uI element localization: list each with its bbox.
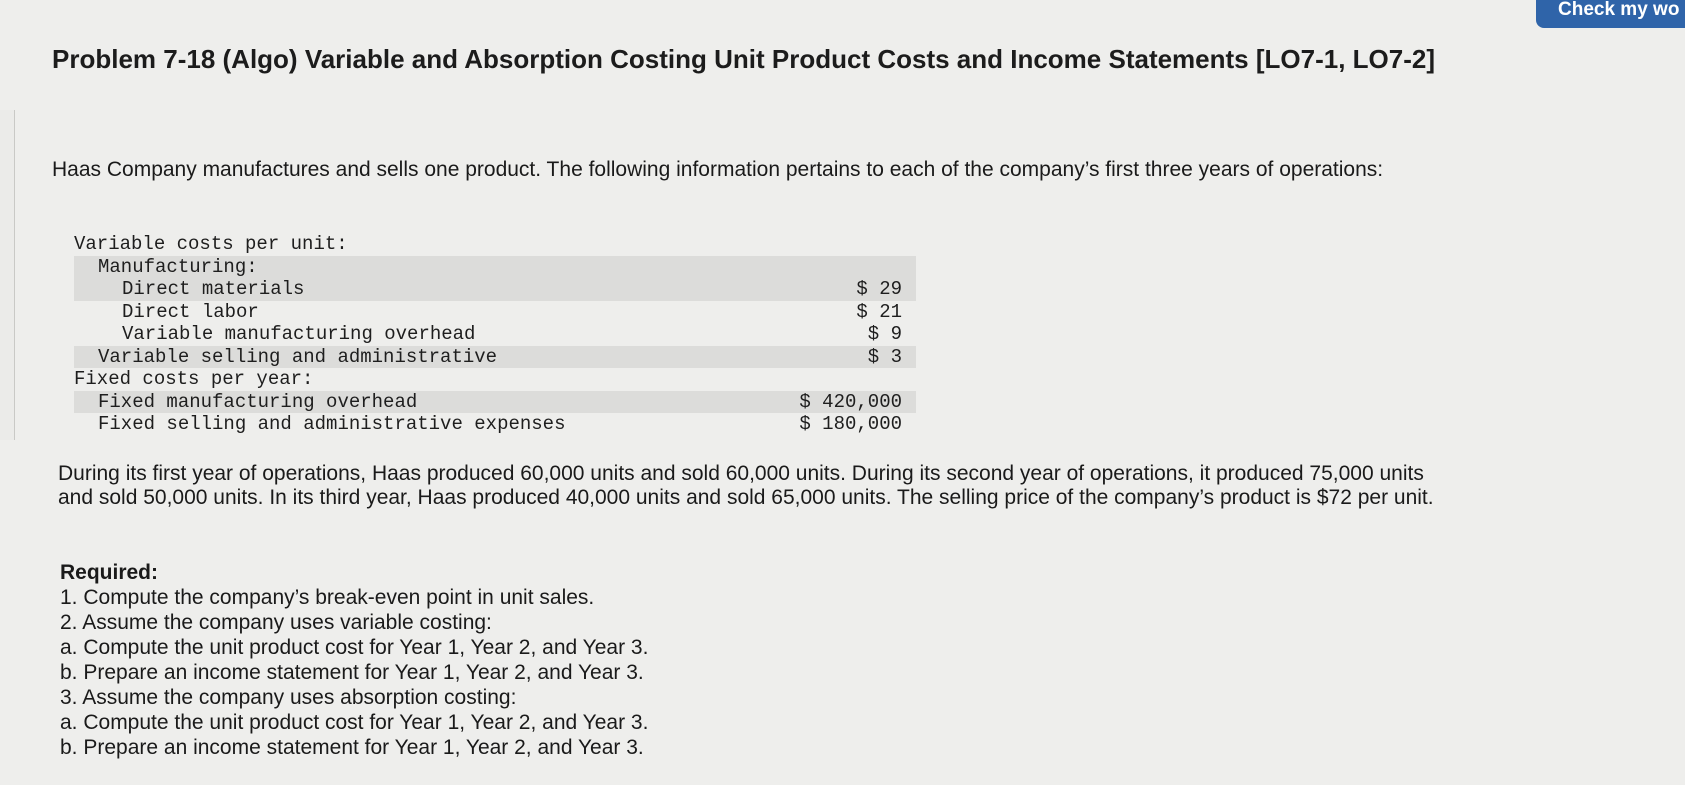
row-value: $ 180,000 (799, 413, 902, 435)
operations-paragraph: During its first year of operations, Haas produced 60,000 units and sold 60,000 units. During its second year of operations, it produced 75,000 units and sold 50,000 units. In its third year, Haas produced 40,000 units and sold 65,000 units. The selling price of the company’s product is $72 per unit. (58, 462, 1434, 509)
list-item: 1. Compute the company’s break-even point in unit sales. (60, 586, 595, 609)
table-row (74, 256, 916, 279)
table-row (74, 368, 916, 391)
list-item: b. Prepare an income statement for Year 1, Year 2, and Year 3. (60, 661, 644, 684)
required-list (60, 585, 860, 760)
row-label: Variable selling and administrative (98, 345, 498, 368)
row-label: Variable costs per unit: (74, 233, 348, 255)
required-heading: Required: (60, 561, 159, 584)
list-item: 2. Assume the company uses variable costing: (60, 611, 492, 634)
table-row (74, 323, 916, 346)
row-label: Direct materials (122, 278, 305, 300)
table-row (74, 346, 916, 369)
list-item: b. Prepare an income statement for Year 1, Year 2, and Year 3. (60, 736, 644, 759)
row-value: $ 420,000 (799, 390, 902, 413)
problem-intro: Haas Company manufactures and sells one product. The following information pertains to each of the company’s first three years of operations: (52, 158, 1384, 181)
row-label: Fixed manufacturing overhead (98, 390, 418, 413)
table-row (74, 413, 916, 436)
table-row (74, 391, 916, 414)
row-label: Variable manufacturing overhead (122, 323, 476, 345)
row-value: $ 9 (867, 323, 902, 345)
required-section (60, 561, 860, 760)
list-item: a. Compute the unit product cost for Year 1, Year 2, and Year 3. (60, 636, 649, 659)
check-my-work-button[interactable]: Check my wo (1536, 0, 1685, 28)
row-value: $ 3 (867, 345, 902, 368)
table-row (74, 278, 916, 301)
row-value: $ 29 (856, 278, 902, 300)
row-value: $ 21 (856, 300, 902, 323)
list-item: 3. Assume the company uses absorption costing: (60, 686, 517, 709)
cost-table (74, 233, 916, 436)
table-row (74, 233, 916, 256)
left-panel-edge (0, 110, 15, 440)
list-item: a. Compute the unit product cost for Year 1, Year 2, and Year 3. (60, 711, 649, 734)
row-label: Direct labor (122, 300, 259, 323)
row-label: Fixed selling and administrative expenses (98, 413, 566, 435)
problem-title: Problem 7-18 (Algo) Variable and Absorption Costing Unit Product Costs and Income Statements [LO7-1, LO7-2] (52, 44, 1435, 74)
row-label: Fixed costs per year: (74, 368, 314, 390)
row-label: Manufacturing: (98, 255, 258, 278)
table-row (74, 301, 916, 324)
